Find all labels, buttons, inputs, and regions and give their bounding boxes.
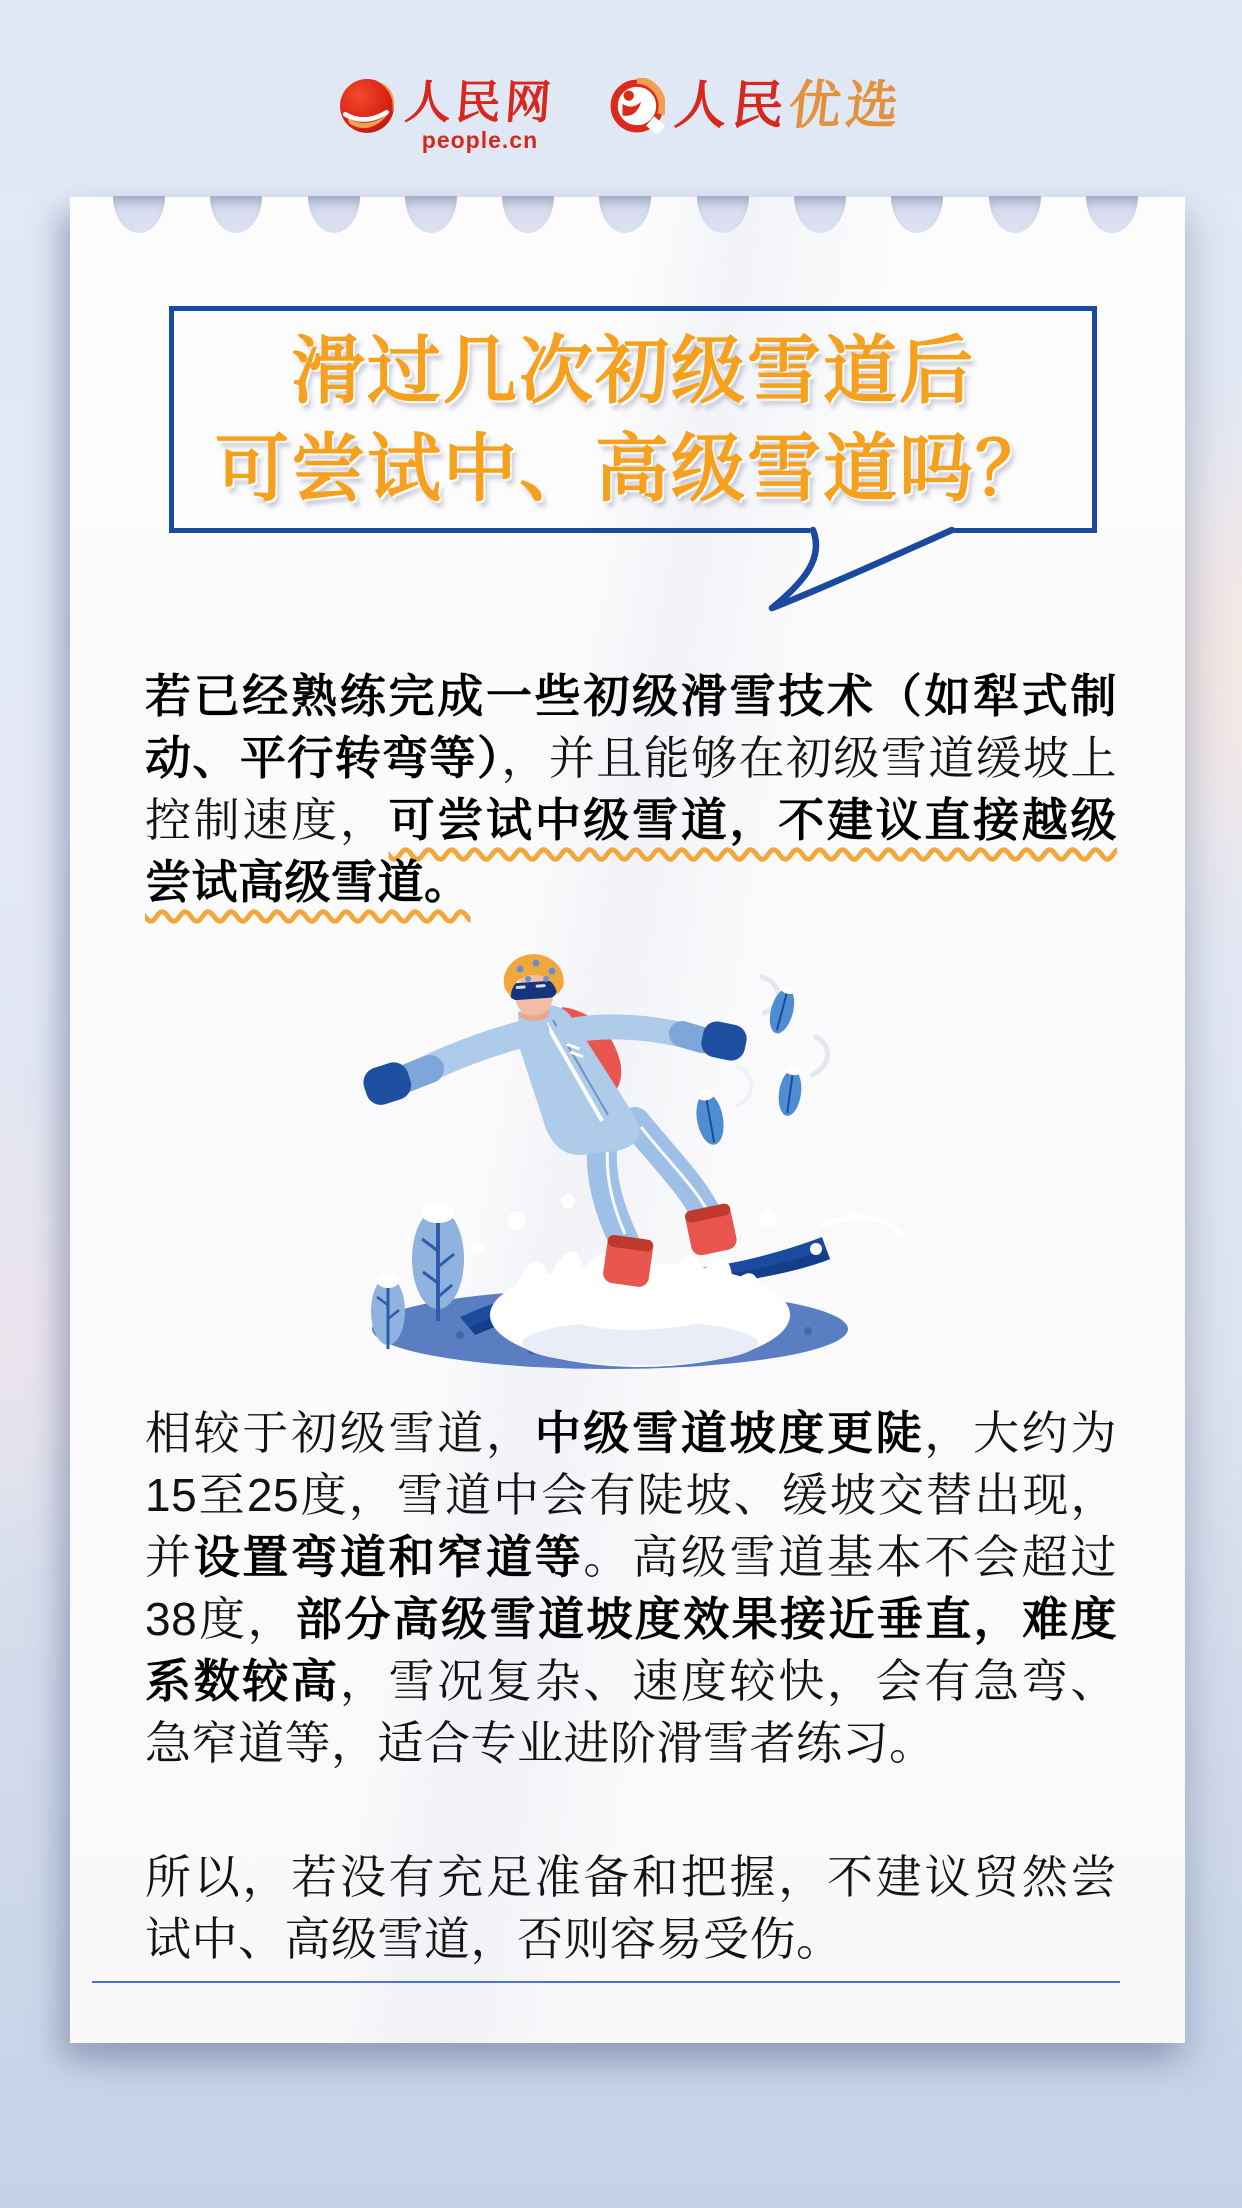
people-cn-logo <box>339 62 555 152</box>
renmin-youxuan-wordmark: 人民优选 <box>671 77 907 135</box>
scallop-notch <box>697 196 749 233</box>
bottom-divider-line <box>92 1981 1120 1983</box>
scallop-notch <box>210 196 262 233</box>
paragraph-1-highlight: 可尝试中级雪道，不建议直接越级尝试高级雪道。 <box>145 794 1118 908</box>
paper-card <box>70 197 1185 2043</box>
paragraph-1-bold: 若已经熟练完成一些初级滑雪技术（如犁式制动、平行转弯等） <box>145 670 1117 784</box>
scallop-notch <box>794 196 846 233</box>
scallop-notch <box>308 196 360 233</box>
scallop-notch <box>502 196 554 233</box>
paragraph-1-regular: ，并且能够在初级雪道缓坡上控制速度， <box>145 732 1118 846</box>
header-logos <box>0 62 1242 152</box>
snowboarder-illustration <box>310 919 930 1399</box>
question-line-2: 可尝试中、高级雪道吗？ <box>215 426 1051 510</box>
paragraph-2-r1: 相较于初级雪道， <box>145 1407 535 1459</box>
paragraph-2-r2: ，大约为15至25度，雪道中会有陡坡、缓坡交替出现，并 <box>145 1407 1118 1583</box>
scallop-notch <box>989 196 1041 233</box>
speech-bubble-tail <box>700 520 1000 630</box>
question-line-1: 滑过几次初级雪道后 <box>291 328 975 412</box>
paragraph-2-r3: 。高级雪道基本不会超过38度， <box>145 1531 1118 1645</box>
renmin-youxuan-logo <box>609 62 907 135</box>
paragraph-2-b1: 中级雪道坡度更陡 <box>534 1407 925 1459</box>
paragraph-1 <box>145 665 1117 913</box>
scallop-notch <box>891 196 943 233</box>
people-cn-domain: people.cn <box>421 127 539 153</box>
scallop-notch <box>113 196 165 233</box>
renmin-youxuan-ring-icon <box>609 78 665 134</box>
snow-leaves <box>692 977 828 1147</box>
people-cn-wordmark: 人民网 <box>403 76 557 128</box>
paragraph-2-b3: 部分高级雪道坡度效果接近垂直，难度系数较高 <box>145 1593 1117 1707</box>
paragraph-2-b2: 设置弯道和窄道等 <box>193 1531 584 1583</box>
paragraph-2-r4: ，雪况复杂、速度较快，会有急弯、急窄道等，适合专业进阶滑雪者练习。 <box>145 1655 1118 1769</box>
scallop-notch <box>405 196 457 233</box>
question-bubble <box>169 306 1097 533</box>
paragraph-2 <box>145 1402 1117 1774</box>
paragraph-3: 所以，若没有充足准备和把握，不建议贸然尝试中、高级雪道，否则容易受伤。 <box>145 1851 1117 1965</box>
people-cn-globe-icon <box>339 78 395 134</box>
scallop-notch <box>1086 196 1138 233</box>
scallop-notch <box>599 196 651 233</box>
